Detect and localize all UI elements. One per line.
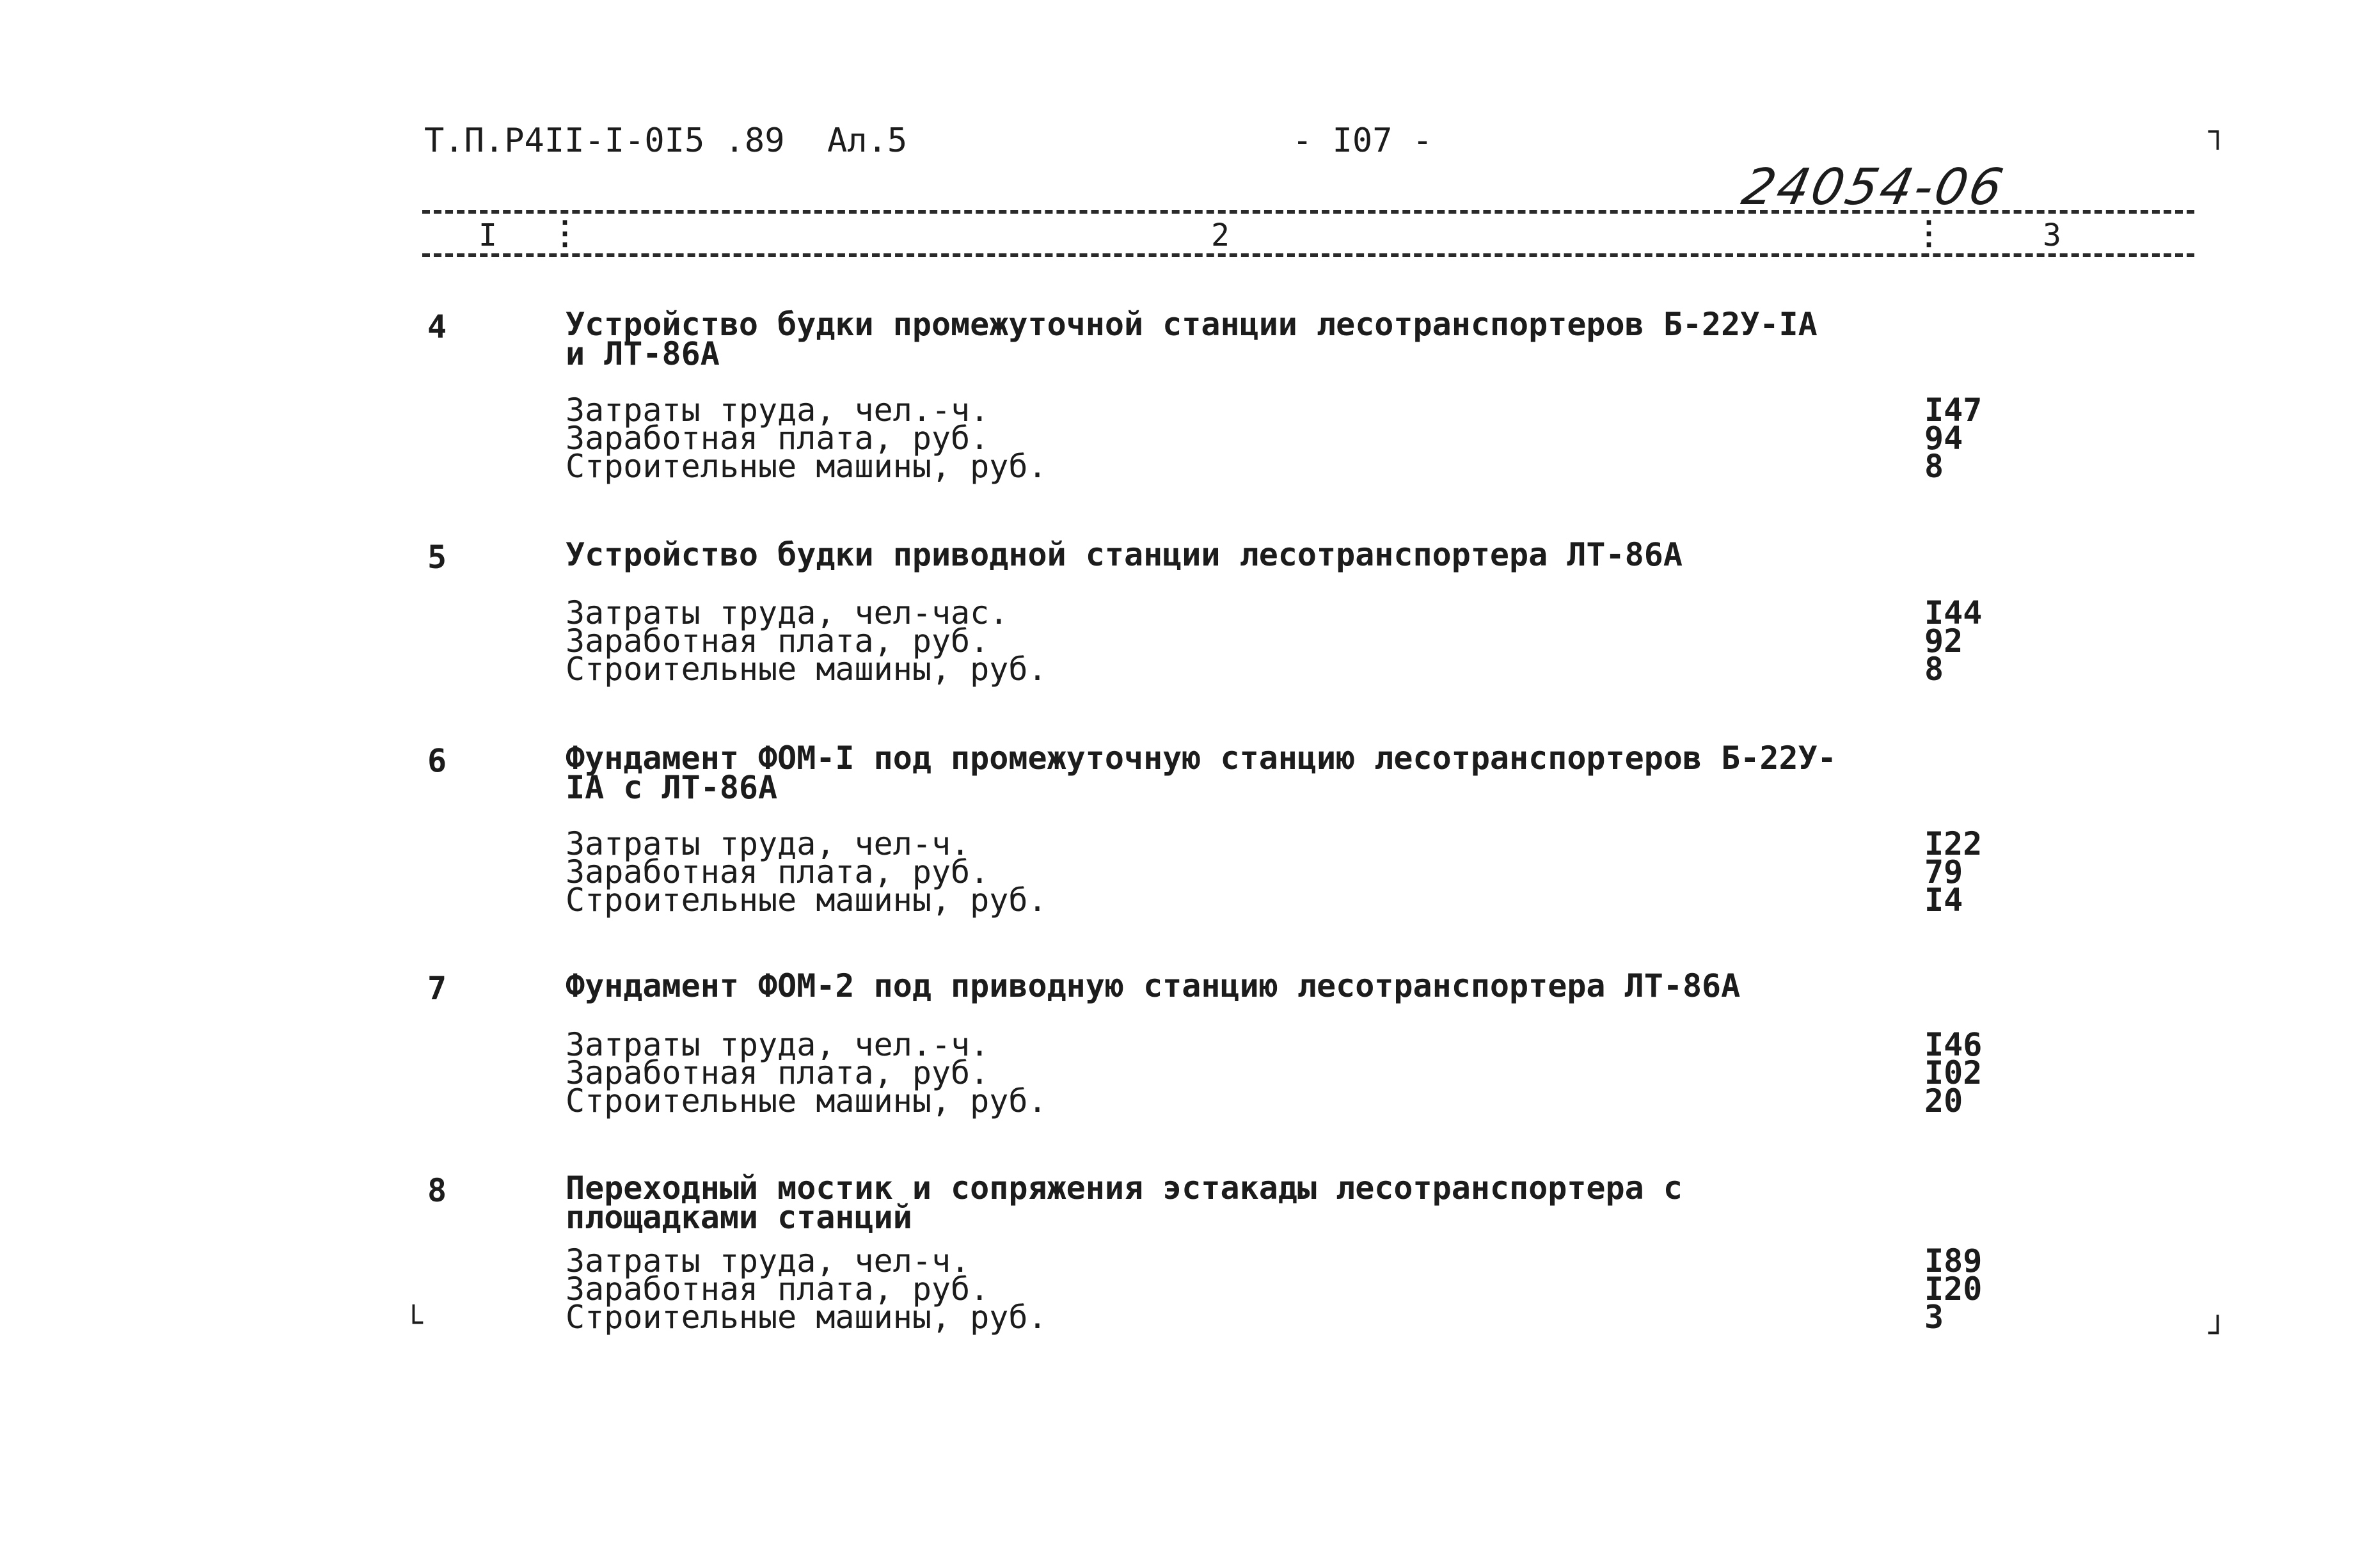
item-number: 8 [427, 1172, 447, 1209]
header-rule-top [422, 210, 2194, 214]
row-label-wages: Заработная плата, руб. [566, 420, 990, 457]
column-number-2: 2 [1211, 218, 1230, 253]
row-value-labor: I44 [1924, 594, 1983, 631]
column-number-3: 3 [2043, 218, 2061, 253]
item-title: Фундамент ФОМ-I под промежуточную станцию лесотранспортеров Б-22У-IА с ЛТ-86А [566, 740, 1837, 806]
row-value-wages: 79 [1924, 853, 1963, 891]
header-rule-bottom [422, 253, 2194, 257]
row-label-labor: Затраты труда, чел.-ч. [566, 1026, 990, 1063]
row-value-machines: I4 [1924, 882, 1963, 919]
document-code: Т.П.Р4II-I-0I5 .89 [424, 122, 785, 160]
row-label-wages: Заработная плата, руб. [566, 1054, 990, 1091]
row-value-wages: I20 [1924, 1271, 1983, 1308]
row-label-labor: Затраты труда, чел-ч. [566, 825, 971, 862]
sheet-number: Ал.5 [827, 122, 908, 160]
row-value-labor: I89 [1924, 1242, 1983, 1279]
handwritten-number: 24054-06 [1737, 159, 2011, 216]
corner-mark-bottom-right: ┘ [2208, 1315, 2227, 1351]
item-number: 6 [427, 742, 447, 779]
row-label-machines: Строительные машины, руб. [566, 1299, 1047, 1336]
row-value-machines: 20 [1924, 1082, 1963, 1120]
row-label-machines: Строительные машины, руб. [566, 882, 1047, 919]
row-value-wages: 94 [1924, 420, 1963, 457]
row-value-labor: I46 [1924, 1026, 1983, 1063]
row-value-machines: 3 [1924, 1299, 1944, 1336]
row-label-machines: Строительные машины, руб. [566, 1082, 1047, 1120]
row-value-wages: I02 [1924, 1054, 1983, 1091]
row-value-labor: I22 [1924, 825, 1983, 862]
corner-mark-top-right: ┐ [2208, 114, 2227, 150]
row-value-machines: 8 [1924, 651, 1944, 688]
item-number: 7 [427, 970, 447, 1007]
item-title: Переходный мостик и сопряжения эстакады лесотранспортера с площадками станций [566, 1169, 1683, 1236]
row-value-labor: I47 [1924, 392, 1983, 429]
row-label-machines: Строительные машины, руб. [566, 651, 1047, 688]
row-label-labor: Затраты труда, чел-час. [566, 594, 1009, 631]
page-number: - I07 - [1292, 122, 1433, 160]
corner-mark-bottom-left: └ [404, 1305, 423, 1341]
row-label-machines: Строительные машины, руб. [566, 448, 1047, 485]
column-separator-1: ⋮ [549, 214, 581, 251]
row-label-wages: Заработная плата, руб. [566, 622, 990, 660]
row-label-wages: Заработная плата, руб. [566, 853, 990, 891]
row-label-wages: Заработная плата, руб. [566, 1271, 990, 1308]
row-value-wages: 92 [1924, 622, 1963, 660]
item-number: 5 [427, 539, 447, 576]
row-value-machines: 8 [1924, 448, 1944, 485]
item-number: 4 [427, 308, 447, 345]
row-label-labor: Затраты труда, чел-ч. [566, 1242, 971, 1279]
column-number-1: I [479, 218, 497, 253]
column-separator-2: ⋮ [1913, 214, 1945, 251]
item-title: Фундамент ФОМ-2 под приводную станцию лесотранспортера ЛТ-86А [566, 967, 1741, 1004]
item-title: Устройство будки приводной станции лесотранспортера ЛТ-86А [566, 536, 1683, 573]
row-label-labor: Затраты труда, чел.-ч. [566, 392, 990, 429]
item-title: Устройство будки промежуточной станции лесотранспортеров Б-22У-IА и ЛТ-86А [566, 306, 1818, 372]
